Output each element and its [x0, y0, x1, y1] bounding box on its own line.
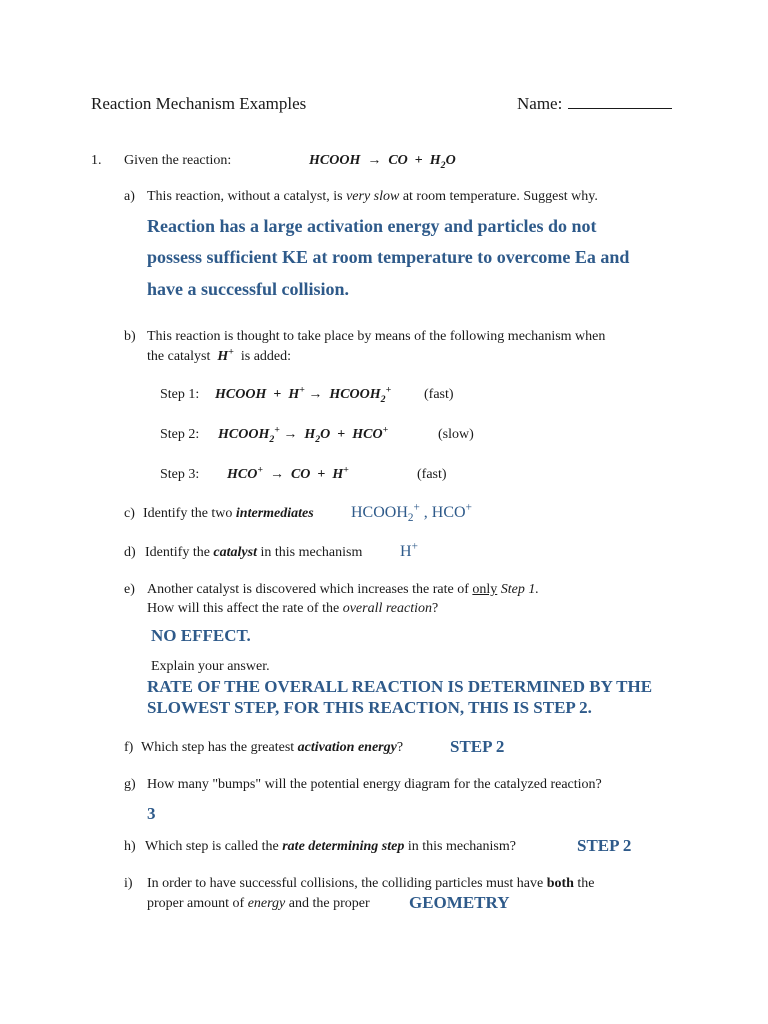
part-e-line-1: Another catalyst is discovered which increases the rate of only Step 1. [147, 582, 539, 597]
part-h-letter: h) [124, 839, 136, 854]
step-2-equation: $HCOOH_2^+ \to H_2O + HCO^+$ [218, 424, 389, 445]
part-a-answer-line-2: possess sufficient KE at room temperature to overcome Ea and [147, 247, 630, 267]
step-1-equation: HCOOH + $H^+ \to HCOOH_2^+$ [215, 384, 392, 405]
part-a-answer-line-1: Reaction has a large activation energy and particles do not [147, 216, 597, 236]
part-c-answer: $HCOOH_2^+$ , HCO+ [351, 501, 472, 525]
step-1-label: Step 1: [160, 387, 200, 402]
part-f-answer: STEP 2 [450, 737, 505, 756]
step-3-speed: (fast) [417, 467, 447, 482]
name-field [517, 93, 672, 115]
part-g-question: How many "bumps" will the potential energy diagram for the catalyzed reaction? [147, 777, 602, 792]
part-i-letter: i) [124, 876, 133, 891]
part-g-letter: g) [124, 777, 136, 792]
step-2-label: Step 2: [160, 427, 200, 442]
name-blank [568, 94, 672, 109]
part-a-letter: a) [124, 189, 135, 204]
part-e-answer: NO EFFECT. [151, 626, 251, 645]
step-3-equation: HCO+ → CO + H+ [227, 464, 349, 482]
part-d-letter: d) [124, 545, 136, 560]
part-i-line-1: In order to have successful collisions, the colliding particles must have both the [147, 876, 595, 891]
part-e-explain-label: Explain your answer. [151, 659, 270, 674]
part-b-line-1: This reaction is thought to take place by means of the following mechanism when [147, 329, 606, 344]
step-1-speed: (fast) [424, 387, 454, 402]
part-a-question: This reaction, without a catalyst, is very slow at room temperature. Suggest why. [147, 189, 598, 204]
part-i-line-2: proper amount of energy and the proper [147, 896, 370, 911]
part-e-explain-line-1: RATE OF THE OVERALL REACTION IS DETERMINED BY THE [147, 677, 653, 696]
step-3-label: Step 3: [160, 467, 200, 482]
part-d-answer: H+ [400, 540, 418, 560]
part-c-question: Identify the two intermediates [143, 506, 314, 521]
page-title: Reaction Mechanism Examples [91, 94, 307, 113]
part-h-question: Which step is called the rate determining step in this mechanism? [145, 839, 516, 854]
part-d-question: Identify the catalyst in this mechanism [145, 545, 363, 560]
part-f-question: Which step has the greatest activation energy? [141, 740, 404, 755]
part-e-line-2: How will this affect the rate of the overall reaction? [147, 601, 439, 616]
main-reaction: HCOOH → CO + $H_2O$ [309, 153, 456, 171]
part-b-letter: b) [124, 329, 136, 344]
given-label: Given the reaction: [124, 153, 232, 168]
part-f-letter: f) [124, 740, 134, 755]
part-g-answer: 3 [147, 804, 156, 823]
part-e-explain-line-2: SLOWEST STEP, FOR THIS REACTION, THIS IS STEP 2. [147, 698, 592, 717]
part-b-line-2: the catalyst H+ is added: [147, 346, 292, 364]
part-e-letter: e) [124, 582, 135, 597]
part-i-answer: GEOMETRY [409, 893, 510, 912]
question-number: 1. [91, 153, 102, 168]
step-2-speed: (slow) [438, 427, 474, 442]
part-c-letter: c) [124, 506, 135, 521]
name-label: Name: [517, 94, 563, 113]
part-a-answer-line-3: have a successful collision. [147, 279, 350, 299]
part-h-answer: STEP 2 [577, 836, 632, 855]
